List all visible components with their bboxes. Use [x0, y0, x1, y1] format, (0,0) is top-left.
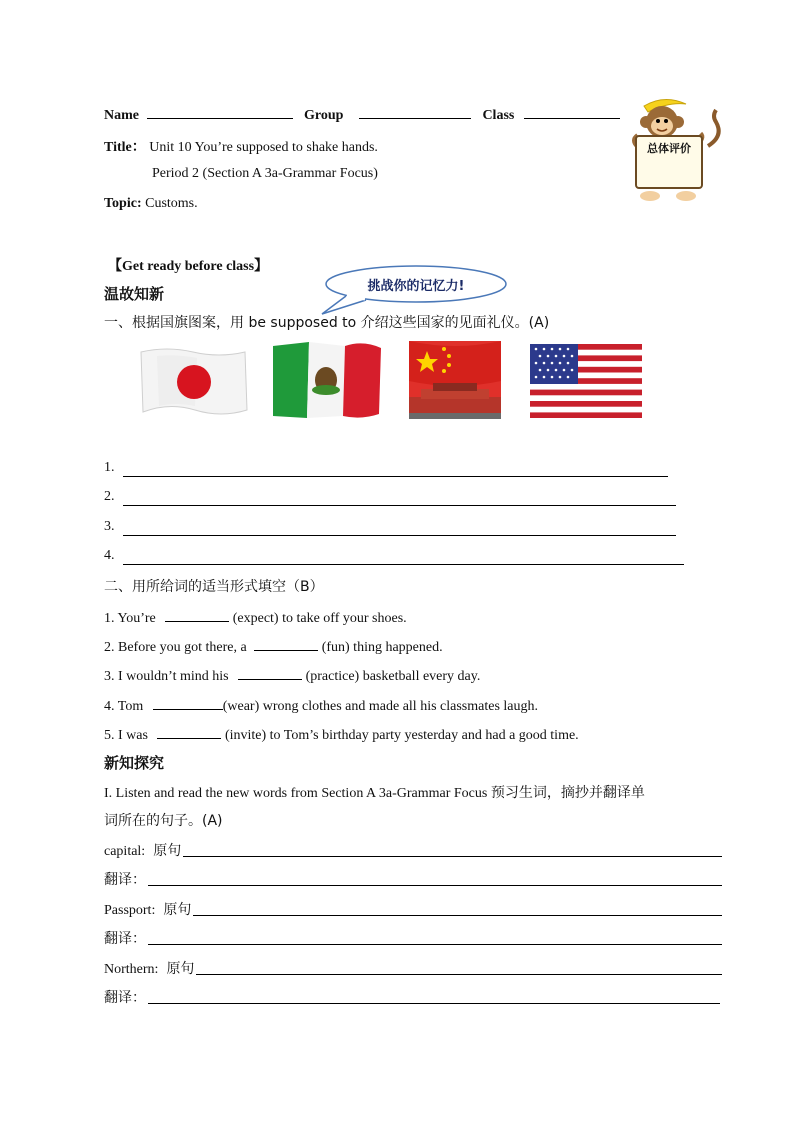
answer-field-3[interactable]	[123, 535, 676, 536]
fill-blank-3[interactable]	[238, 665, 302, 680]
fill-item-1	[104, 607, 407, 627]
name-row	[104, 108, 620, 124]
translation-label: 翻译：	[104, 931, 146, 947]
word-row-capital	[104, 840, 722, 860]
new-knowledge-heading: 新知探究	[104, 754, 165, 772]
new-words-instruction-2: 词所在的句子。(A)	[104, 813, 223, 829]
fill-item-hint: (practice) basketball every day.	[302, 669, 481, 684]
fill-item-hint: (wear) wrong clothes and made all his classmates laugh.	[222, 699, 539, 714]
original-field[interactable]	[196, 974, 722, 975]
translation-field[interactable]	[148, 944, 722, 945]
fill-blank-4[interactable]	[153, 695, 223, 710]
trans-row-capital	[104, 869, 722, 889]
word-row-northern	[104, 958, 722, 978]
title-text: Unit 10 You’re supposed to shake hands.	[149, 140, 378, 155]
answer-number: 1.	[104, 460, 115, 475]
word-row-passport	[104, 899, 722, 919]
fill-item-hint: (invite) to Tom’s birthday party yesterday and had a good time.	[221, 728, 579, 743]
answer-field-2[interactable]	[123, 505, 676, 506]
answer-line-4	[104, 548, 685, 568]
translation-field[interactable]	[148, 885, 722, 886]
fill-item-text: 4. Tom	[104, 699, 147, 714]
badge-text: 总体评价	[647, 142, 691, 155]
new-words-instruction-1: I. Listen and read the new words from Section A 3a-Grammar Focus 预习生词，摘抄并翻译单	[104, 786, 645, 801]
title-label: Title：	[104, 140, 146, 155]
period-text: Period 2 (Section A 3a-Grammar Focus)	[152, 166, 378, 181]
trans-row-northern	[104, 987, 720, 1007]
fill-item-hint: (fun) thing happened.	[318, 640, 443, 655]
class-field[interactable]	[524, 118, 620, 119]
answer-line-2	[104, 489, 677, 509]
original-label: 原句	[166, 961, 195, 977]
class-label: Class	[482, 108, 515, 123]
bubble-text: 挑战你的记忆力!	[367, 279, 465, 294]
original-label: 原句	[153, 843, 182, 859]
fill-item-text: 1. You’re	[104, 611, 160, 626]
flag-usa-icon	[530, 344, 642, 423]
answer-number: 3.	[104, 519, 115, 534]
answer-field-4[interactable]	[123, 564, 684, 565]
fill-blank-1[interactable]	[165, 607, 229, 622]
group-field[interactable]	[359, 118, 471, 119]
original-label: 原句	[163, 902, 192, 918]
monkey-badge	[624, 96, 724, 206]
flag-mexico-icon	[271, 340, 383, 425]
review-heading: 温故知新	[104, 285, 165, 303]
fill-item-hint: (expect) to take off your shoes.	[229, 611, 407, 626]
topic-row	[104, 196, 198, 212]
name-field[interactable]	[147, 118, 293, 119]
flag-china-icon	[409, 341, 501, 424]
translation-label: 翻译：	[104, 990, 146, 1006]
answer-line-1	[104, 460, 669, 480]
trans-row-passport	[104, 928, 722, 948]
fill-item-2	[104, 636, 443, 656]
group-label: Group	[304, 108, 344, 123]
task1-instruction: 一、根据国旗图案，用 be supposed to 介绍这些国家的见面礼仪。(A)	[104, 315, 550, 331]
fill-item-4	[104, 695, 538, 715]
word-label: Northern:	[104, 962, 159, 977]
translation-field[interactable]	[148, 1003, 720, 1004]
answer-line-3	[104, 519, 677, 539]
speech-bubble	[316, 264, 510, 316]
topic-label: Topic:	[104, 196, 142, 211]
fill-item-text: 3. I wouldn’t mind his	[104, 669, 233, 684]
answer-field-1[interactable]	[123, 476, 668, 477]
original-field[interactable]	[193, 915, 722, 916]
fill-blank-5[interactable]	[157, 724, 221, 739]
section-ready: 【Get ready before class】	[108, 259, 269, 274]
fill-item-text: 2. Before you got there, a	[104, 640, 251, 655]
task2-heading: 二、用所给词的适当形式填空（B）	[104, 579, 324, 595]
answer-number: 4.	[104, 548, 115, 563]
original-field[interactable]	[183, 856, 722, 857]
word-label: Passport:	[104, 903, 156, 918]
answer-number: 2.	[104, 489, 115, 504]
fill-blank-2[interactable]	[254, 636, 318, 651]
title-row	[104, 136, 378, 156]
translation-label: 翻译：	[104, 872, 146, 888]
fill-item-5	[104, 724, 579, 744]
topic-text: Customs.	[145, 196, 198, 211]
fill-item-text: 5. I was	[104, 728, 152, 743]
flag-japan-icon	[137, 346, 249, 423]
name-label: Name	[104, 108, 139, 123]
word-label: capital:	[104, 844, 146, 859]
fill-item-3	[104, 665, 480, 685]
